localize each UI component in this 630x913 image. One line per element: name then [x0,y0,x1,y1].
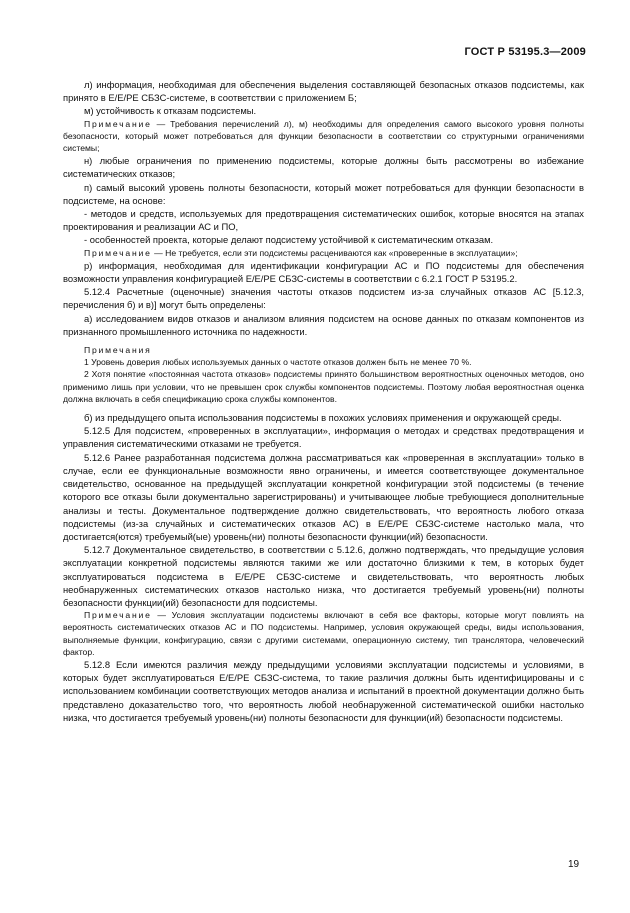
paragraph: р) информация, необходимая для идентификации конфигурации АС и ПО подсистемы для обеспечения возможности управления конфигурацией Е/Е/РЕ СБЗС-системы в соответствии с 6.2.1 ГОСТ Р 53195.2. [63,259,584,285]
note-text: — Требования перечислений л), м) необходимы для определения самого высокого уровня полноты безопасности, который может потребоваться для функции безопасности в соответствии со структурными ограничениями системы; [63,118,584,154]
note [63,118,584,155]
note-text: — Условия эксплуатации подсистемы включают в себя все факторы, которые могут повлиять на вероятность систематических отказов АС и ПО подсистемы. Например, условия окружающей среды, виды использования, выполняемые функции, конфигурацию, связи с другими системами, операционную систему, тип транслятора, человеческий фактор. [63,610,584,657]
note [63,609,584,658]
paragraph: б) из предыдущего опыта использования подсистемы в похожих условиях применения и окружающей среды. [84,412,562,424]
document-header: ГОСТ Р 53195.3—2009 [464,46,586,58]
paragraph: п) самый высокий уровень полноты безопасности, который может потребоваться для функции безопасности в подсистеме, на основе: [63,181,584,206]
notes-label: Примечания [84,345,152,356]
notes-block [63,344,584,405]
note-text: — Не требуется, если эти подсистемы расцениваются как «проверенные в эксплуатации»; [151,247,518,258]
paragraph: 5.12.8 Если имеются различия между предыдущими условиями эксплуатации подсистемы и условиями, в которых будет эксплуатироваться Е/Е/РЕ СБЗС-система, то такие различия должны быть идентифицированы и с использованием комбинации соответствующих методов анализа и испытаний в проектной документации должно быть представлено доказательство того, что вероятность любой необнаруженной систематической ошибки настолько низка, что достигается требуемый уровень(ни) полноты безопасности для функции(ий) безопасности подсистемы. [63,658,584,723]
paragraph: 5.12.5 Для подсистем, «проверенных в эксплуатации», информация о методах и средствах предотвращения и управления систематическими отказами не требуется. [63,425,584,450]
note-label: Примечание [84,118,152,129]
note-item: 1 Уровень доверия любых используемых данных о частоте отказов должен быть не менее 70 %. [84,357,472,368]
note-item: 2 Хотя понятие «постоянная частота отказов» подсистемы принято большинством вероятностных оценочных методов, оно применимо лишь при условии, что не превышен срок службы компонентов подсистемы. Поэтому любая вероятностная оценка должна включать в себя спецификацию срока службы компонентов. [63,369,584,404]
paragraph: - особенностей проекта, которые делают подсистему устойчивой к систематическим отказам. [84,234,494,246]
paragraph: м) устойчивость к отказам подсистемы. [84,105,257,117]
paragraph: - методов и средств, используемых для предотвращения систематических ошибок, которые вносятся на этапах проектирования и реализации АС и ПО, [63,208,584,233]
note-label: Примечание [84,610,152,621]
document-body [63,78,584,724]
note-label: Примечание [84,247,152,258]
paragraph: 5.12.4 Расчетные (оценочные) значения частоты отказов подсистем из-за случайных отказов АС [5.12.3, перечисления б) и в)] могут быть определены: [63,286,584,311]
paragraph: 5.12.6 Ранее разработанная подсистема должна рассматриваться как «проверенная в эксплуатации» только в случае, если ее функциональные возможности явно ограничены, и имеется соответствующее документальное свидетельство, основанное на предыдущей эксплуатации конкретной конфигурации этой подсистемы (в течение которого все отказы были документально зарегистрированы) и учитывающее любые требующиеся дополнительные анализы и тесты. Документальное подтверждение должно свидетельствовать, что вероятность любого отказа подсистемы (из-за случайных и систематических отказов АС) в Е/Е/РЕ СБЗС-системе настолько мала, что достигается(ются) требуемый(ые) уровень(ни) полноты безопасности функции(ий) безопасности. [63,451,584,542]
paragraph: л) информация, необходимая для обеспечения выделения составляющей безопасных отказов подсистемы, как принято в Е/Е/РЕ СБЗС-системе, в соответствии с приложением Б; [63,79,584,104]
page-number: 19 [568,859,580,870]
paragraph: н) любые ограничения по применению подсистемы, которые должны быть рассмотрены во избежание систематических отказов; [63,155,584,180]
paragraph: а) исследованием видов отказов и анализом влияния подсистем на основе данных по отказам компонентов из признанного промышленного источника по надежности. [63,312,584,337]
note [63,247,584,259]
paragraph: 5.12.7 Документальное свидетельство, в соответствии с 5.12.6, должно подтверждать, что предыдущие условия эксплуатации конкретной подсистемы являются такими же или достаточно близкими к тем, в которых будет эксплуатироваться подсистема в Е/Е/РЕ СБЗС-системе и свидетельствовать, что вероятность любых необнаруженных систематических отказов настолько низка, что достигается требуемый уровень(ни) полноты безопасности функции(ий) безопасности для подсистемы. [63,544,584,608]
